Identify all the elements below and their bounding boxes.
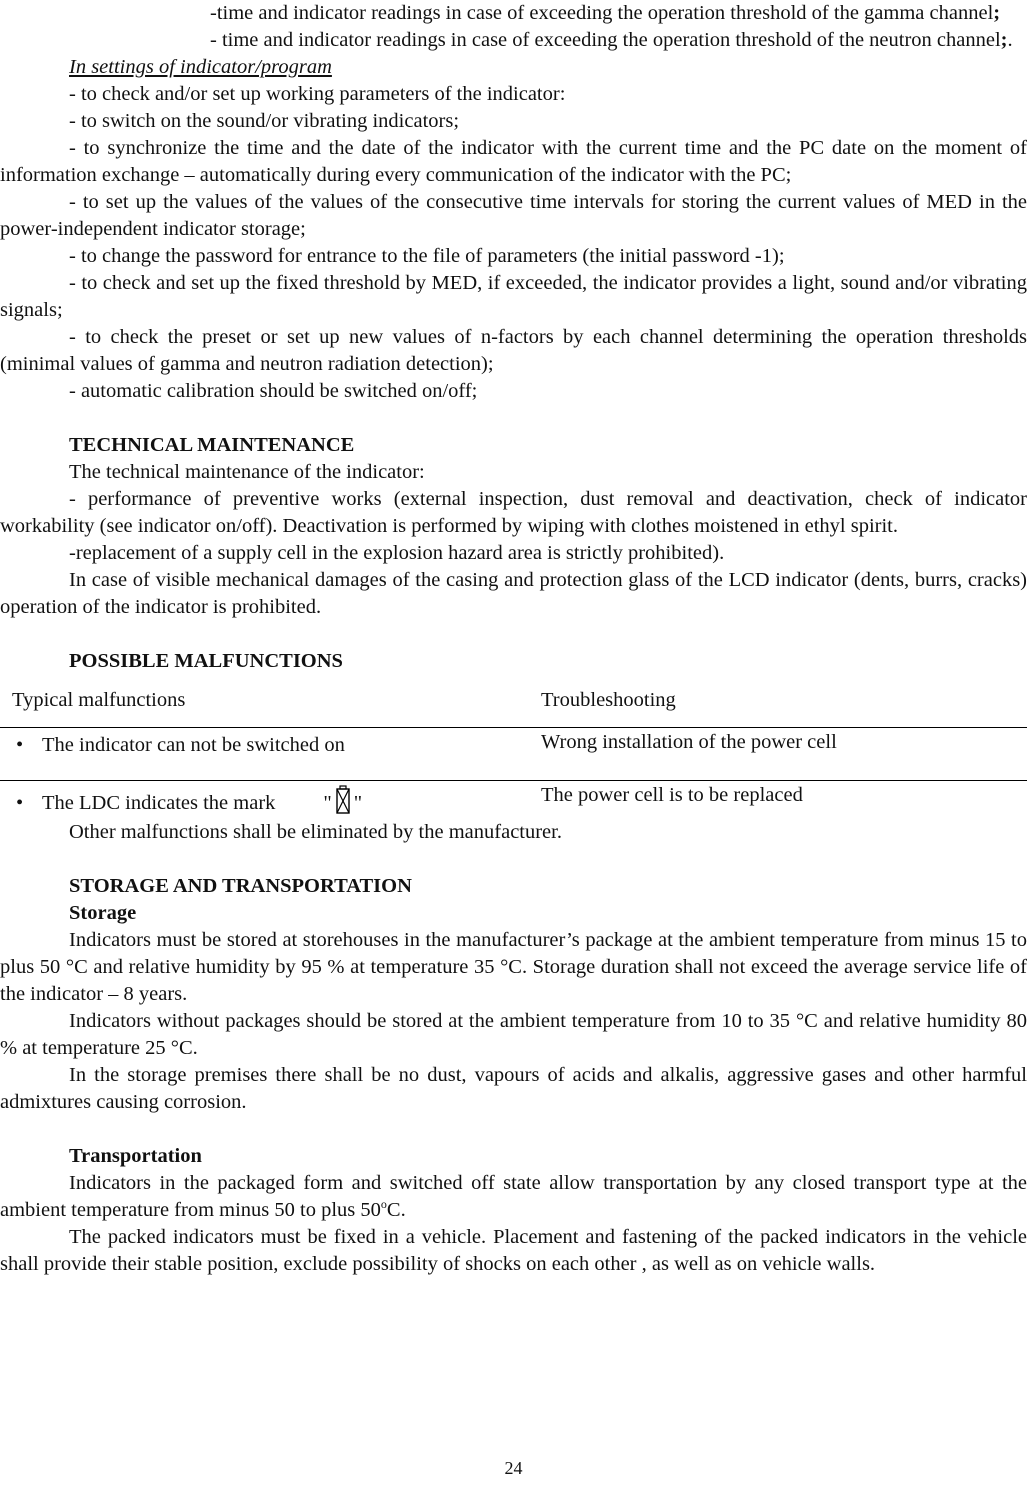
storage-subheading: Storage [69,902,137,924]
transport-paragraph: The packed indicators must be fixed in a vehicle. Placement and fastening of the packed indicators in the vehicle shall provide their stable position, exclude possibility of shocks on each other , as well as on vehicle walls. [0,1226,1027,1275]
storage-paragraph: In the storage premises there shall be no dust, vapours of acids and alkalis, aggressive gases and other harmful admixtures causing corrosion. [0,1064,1027,1113]
storage-paragraph: Indicators must be stored at storehouses in the manufacturer’s package at the ambient temperature from minus 15 to plus 50 °C and relative humidity by 95 % at temperature 35 °C. Storage duration shall not exceed the average service life of the indicator – 8 years. [0,929,1027,1005]
transport-paragraph [0,1170,1027,1224]
settings-item: - to synchronize the time and the date of the indicator with the current time and the PC date on the moment of information exchange – automatically during every communication of the indicator with the PC; [0,137,1027,186]
maintenance-heading: TECHNICAL MAINTENANCE [69,434,355,456]
malfunctions-note: Other malfunctions shall be eliminated by the manufacturer. [69,821,562,843]
transport-text: Indicators in the packaged form and switched off state allow transportation by any closed transport type at the ambient temperature from minus 50 to plus 50 [0,1172,1027,1221]
degree-sup: o [380,1197,387,1212]
neutron-channel-line [0,27,1027,54]
gamma-channel-text: -time and indicator readings in case of exceeding the operation threshold of the gamma channel [210,2,994,24]
settings-item: - to switch on the sound/or vibrating indicators; [69,110,460,132]
settings-item: - to set up the values of the values of the consecutive time intervals for storing the current values of MED in the power-independent indicator storage; [0,191,1027,240]
transport-unit: C. [386,1199,406,1221]
settings-item: - to check and/or set up working parameters of the indicator: [69,83,566,105]
maintenance-paragraph: In case of visible mechanical damages of the casing and protection glass of the LCD indicator (dents, burrs, cracks) operation of the indicator is prohibited. [0,569,1027,618]
table-row [0,728,1027,781]
table-header-row [0,687,1027,728]
settings-item: - to check the preset or set up new values of n-factors by each channel determining the operation thresholds (minimal values of gamma and neutron radiation detection); [0,326,1027,375]
settings-item: - to change the password for entrance to the file of parameters (the initial password -1); [69,245,785,267]
table-header-fix: Troubleshooting [541,689,676,711]
page-number: 24 [504,1458,523,1478]
malfunctions-heading: POSSIBLE MALFUNCTIONS [69,650,343,672]
table-cell-problem [0,728,529,781]
settings-heading-text: In settings of indicator/program [69,56,332,78]
maintenance-paragraph: - performance of preventive works (external inspection, dust removal and deactivation, check of indicator workability (see indicator on/off). Deactivation is performed by wiping with clothes moistened in ethyl spirit. [0,488,1027,537]
maintenance-intro: The technical maintenance of the indicator: [69,461,425,483]
storage-heading: STORAGE AND TRANSPORTATION [69,875,412,897]
problem-text: The indicator can not be switched on [42,734,345,756]
table-header-problem: Typical malfunctions [12,689,186,711]
malfunctions-table [0,687,1027,833]
table-cell-fix: The power cell is to be replaced [529,781,1027,834]
settings-heading [0,54,1027,81]
storage-paragraph: Indicators without packages should be stored at the ambient temperature from 10 to 35 °C and relative humidity 80 % at temperature 25 °C. [0,1010,1027,1059]
settings-item: - automatic calibration should be switched on/off; [69,380,478,402]
neutron-channel-period: . [1007,29,1013,51]
table-cell-fix: Wrong installation of the power cell [529,728,1027,781]
settings-item: - to check and set up the fixed threshold by MED, if exceeded, the indicator provides a light, sound and/or vibrating signals; [0,272,1027,321]
battery-icon [334,785,352,823]
gamma-channel-semicolon: ; [993,2,1001,24]
maintenance-paragraph: -replacement of a supply cell in the explosion hazard area is strictly prohibited). [69,542,725,564]
transport-heading: Transportation [69,1145,202,1167]
problem-text: The LDC indicates the mark [42,792,276,814]
neutron-channel-semicolon: ; [1000,29,1008,51]
gamma-channel-line [0,0,1027,27]
quote-open: " [323,792,332,814]
bullet-icon: • [16,792,24,814]
bullet-icon: • [16,734,24,756]
neutron-channel-text: - time and indicator readings in case of exceeding the operation threshold of the neutron channel [210,29,1001,51]
quote-close: " [353,792,363,814]
